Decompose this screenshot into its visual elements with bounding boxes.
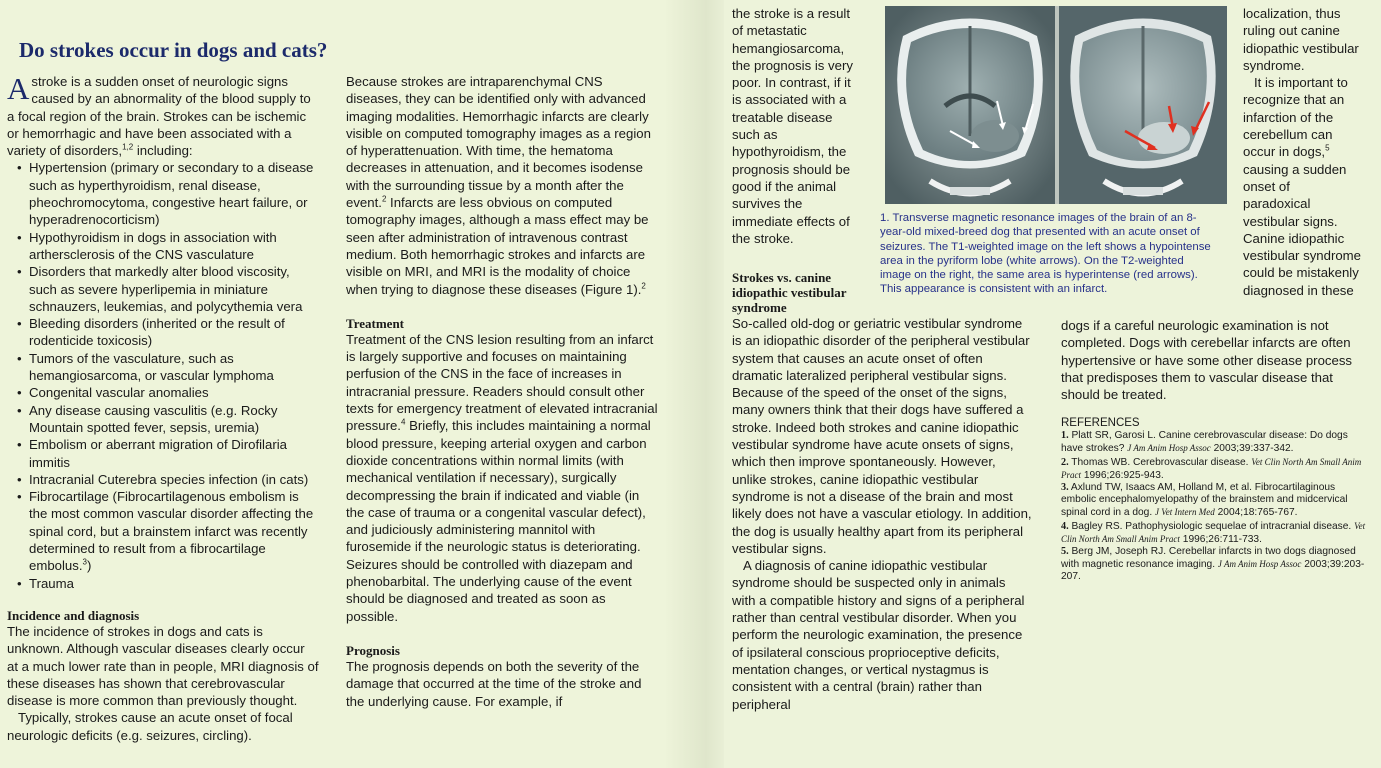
disorder-list (7, 159, 319, 591)
treatment-paragraph: Treatment of the CNS lesion resulting from an infarct is largely supportive and focuses on maintaining perfusion of the CNS in the face of increases in intracranial pressure. Readers should consult other texts for emergency treatment of elevated intracranial pressure.$^4$ Briefly, this includes maintaining a normal blood pressure, keeping arterial oxygen and carbon dioxide concentrations within normal limits (with mechanical ventilation if necessary), surgically decompressing the brain if indicated and viable (in the case of trauma or a congenital vascular defect), and judiciously administering mannitol with furosemide if the neurologic status is deteriorating. Seizures should be controlled with diazepam and phenobarbital. The underlying cause of the event should be diagnosed and treated as soon as possible. (346, 331, 658, 624)
column-1 (7, 73, 319, 592)
references (1061, 417, 1371, 584)
mri-figure (885, 6, 1227, 204)
list-item: • Disorders that markedly alter blood viscosity, such as severe hyperlipemia in miniature schnauzers, leukemias, and polycythemia vera (29, 263, 319, 315)
t2-mri-image (1059, 6, 1227, 204)
intro-paragraph: A stroke is a sudden onset of neurologic signs caused by an abnormality of the blood supply to a focal region of the brain. Strokes can be ischemic or hemorrhagic and have been associated with a variety of disorders,$^{1,2}$ including: (7, 71, 311, 159)
figure-caption: 1. Transverse magnetic resonance images of the brain of an 8-year-old mixed-breed dog that presented with an acute onset of seizures. The T1-weighted image on the left shows a hypointense area in the pyriform lobe (white arrows). On the T2-weighted image on the right, the same area is hyperintense (red arrows). This appearance is consistent with an infarct. (880, 212, 1211, 296)
incidence-paragraph: The incidence of strokes in dogs and cats is unknown. Although vascular diseases clearly occur at a much lower rate than in people, MRI diagnosis of these diseases has shown that cerebrovascular disease is more common than previously thought. (7, 624, 319, 709)
localization-paragraph: localization, thus ruling out canine idiopathic vestibular syndrome. (1243, 6, 1359, 73)
list-item: • Intracranial Cuterebra species infection (in cats) (29, 471, 319, 488)
incidence-paragraph-2: Typically, strokes cause an acute onset of focal neurologic deficits (e.g. seizures, circling). (7, 710, 293, 743)
page-gutter (664, 0, 724, 768)
article-title: Do strokes occur in dogs and cats? (19, 38, 328, 62)
imaging-paragraph: Because strokes are intraparenchymal CNS diseases, they can be identified only with advanced imaging modalities. Hemorrhagic infarcts are clearly visible on computed tomography images as a region of hyperattenuation. With time, the hematoma decreases in attenuation, and it becomes isodense with the surrounding tissue by a month after the event.$^2$ Infarcts are less obvious on computed tomography images, although a mass effect may be seen after administration of intravenous contrast medium. Both hemorrhagic strokes and infarcts are visible on MRI, and MRI is the modality of choice when trying to diagnose these diseases (Figure 1).$^2$ (346, 74, 651, 297)
column-4 (1243, 5, 1361, 299)
list-item: • Fibrocartilage (Fibrocartilagenous embolism is the most common vascular disorder affecting the spinal cord, but a brainstem infarct was recently determined to result from a fibrocartilage embolus.$^3$) (29, 488, 319, 574)
reference-item: 4. Bagley RS. Pathophysiologic sequelae of intracranial disease. Vet Clin North Am Small Anim Pract 1996;26:711-733. (1061, 520, 1366, 545)
reference-item: 2. Thomas WB. Cerebrovascular disease. Vet Clin North Am Small Anim Pract 1996;26:925-943. (1061, 456, 1362, 481)
vestibular-heading: Strokes vs. canine idiopathic vestibular syndrome (732, 270, 847, 315)
vestibular-paragraph: So-called old-dog or geriatric vestibular syndrome is an idiopathic disorder of the peripheral vestibular system that causes an acute onset of often dramatic lateralized peripheral vestibular signs. Because of the speed of the onset of the signs, many owners think that their dogs have suffered a stroke. Indeed both strokes and canine idiopathic vestibular syndrome have acute onsets of signs, which then improve spontaneously. However, unlike strokes, canine idiopathic vestibular syndrome is not a disease of the brain and most likely does not have a vascular etiology. In addition, the dog is usually healthy apart from its peripheral vestibular signs. (732, 316, 1032, 556)
incidence-heading: Incidence and diagnosis (7, 608, 140, 623)
vestibular-paragraph-2: A diagnosis of canine idiopathic vestibular syndrome should be suspected only in animals with a compatible history and signs of a peripheral rather than central vestibular disorder. When you perform the neurologic examination, the presence of ipsilateral conscious proprioceptive deficits, mentation changes, or vertical nystagmus is consistent with a central (brain) rather than peripheral (732, 558, 1025, 712)
treatment-heading: Treatment (346, 315, 404, 331)
reference-item: 3. Axlund TW, Isaacs AM, Holland M, et al. Fibrocartilaginous embolic encephalomyelopathy of the brainstem and midcervical spinal cord in a dog. J Vet Intern Med 2004;18:765-767. (1061, 482, 1348, 519)
column-2 (346, 73, 658, 710)
prognosis-heading: Prognosis (346, 642, 400, 658)
cerebellar-infarcts-paragraph: dogs if a careful neurologic examination is not completed. Dogs with cerebellar infarcts are often hypertensive or have some other disease process that predisposes them to vascular disease that should be treated. (1061, 318, 1353, 403)
stroke-result-paragraph: the stroke is a result of metastatic hemangiosarcoma, the prognosis is very poor. In contrast, if it is associated with a treatable disease such as hypothyroidism, the prognosis should be good if the animal survives the immediate effects of the stroke. (732, 6, 853, 246)
reference-item: 5. Berg JM, Joseph RJ. Cerebellar infarcts in two dogs diagnosed with magnetic resonance imaging. J Am Anim Hosp Assoc 2003;39:203-207. (1061, 546, 1365, 583)
drop-cap: A (7, 71, 30, 106)
list-item: • Embolism or aberrant migration of Dirofilaria immitis (29, 436, 319, 471)
reference-item: 1. Platt SR, Garosi L. Canine cerebrovascular disease: Do dogs have strokes? J Am Anim Hosp Assoc 2003;39:337-342. (1061, 430, 1348, 455)
list-item: • Bleeding disorders (inherited or the result of rodenticide toxicosis) (29, 315, 319, 350)
list-item: • Trauma (29, 575, 319, 592)
list-item: • Hypertension (primary or secondary to a disease such as hyperthyroidism, renal disease, pheochromocytoma, congestive heart failure, or hyperadrenocorticism) (29, 159, 319, 228)
column-5 (1061, 317, 1361, 403)
list-item: • Congenital vascular anomalies (29, 384, 319, 401)
list-item: • Hypothyroidism in dogs in association with arthersclerosis of the CNS vasculature (29, 229, 319, 264)
t1-mri-image (885, 6, 1055, 204)
cerebellum-paragraph: It is important to recognize that an infarction of the cerebellum can occur in dogs,$^5$ causing a sudden onset of paradoxical vestibular signs. Canine idiopathic vestibular syndrome could be mistakenly diagnosed in these (1243, 75, 1362, 298)
list-item: • Tumors of the vasculature, such as hemangiosarcoma, or vascular lymphoma (29, 350, 319, 385)
column-3-top (732, 5, 862, 247)
list-item: • Any disease causing vasculitis (e.g. Rocky Mountain spotted fever, sepsis, uremia) (29, 402, 319, 437)
prognosis-paragraph: The prognosis depends on both the severity of the damage that occurred at the time of the stroke and the underlying cause. For example, if (346, 658, 642, 709)
column-3 (732, 270, 1032, 713)
column-1-lower (7, 608, 319, 744)
references-heading: REFERENCES (1061, 417, 1140, 429)
